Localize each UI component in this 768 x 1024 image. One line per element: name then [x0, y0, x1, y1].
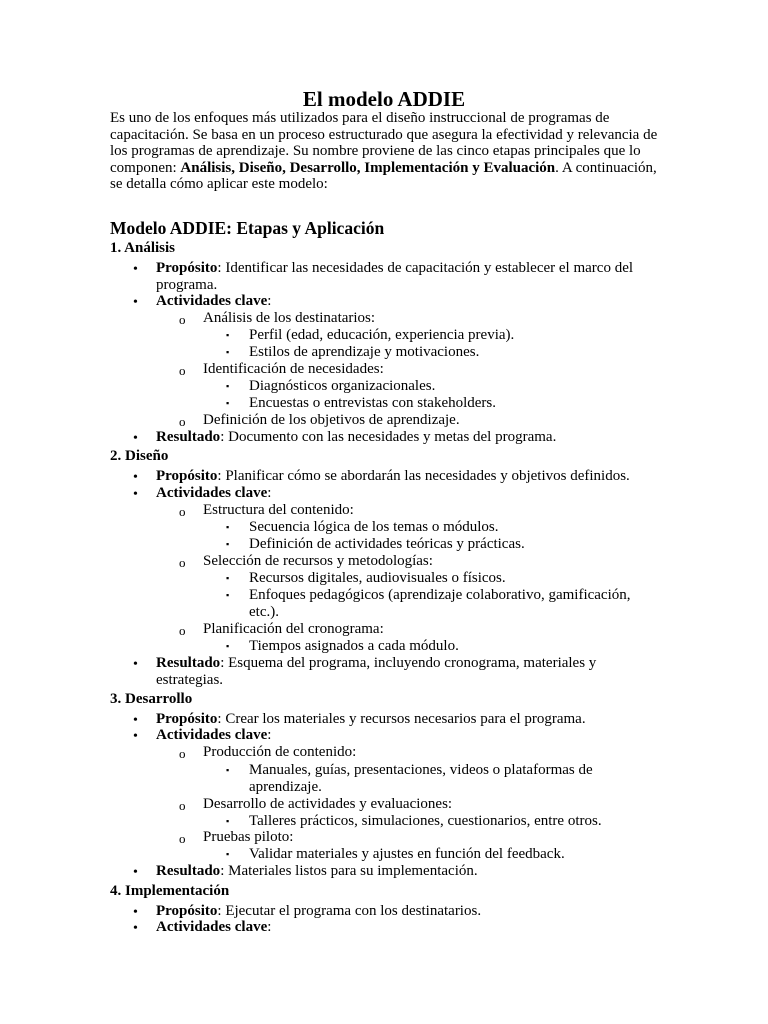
- label-proposito: Propósito: [156, 468, 218, 484]
- bullet-marker: •: [133, 905, 138, 920]
- diseno-sub2-item1: Recursos digitales, audiovisuales o físicos.: [249, 570, 506, 586]
- heading-desarrollo: 3. Desarrollo: [110, 691, 193, 707]
- square-marker: ▪: [226, 539, 230, 549]
- analisis-resultado: [156, 429, 556, 446]
- square-marker: ▪: [226, 573, 230, 583]
- analisis-resultado-text: : Documento con las necesidades y metas del programa.: [220, 429, 557, 445]
- analisis-proposito-text: : Identificar las necesidades de capacitación y establecer el marco del: [217, 260, 634, 276]
- document-title: El modelo ADDIE: [302, 87, 466, 111]
- diseno-resultado-cont: estrategias.: [156, 672, 224, 688]
- circle-marker: o: [179, 746, 186, 761]
- square-marker: ▪: [226, 347, 230, 357]
- section-subtitle: Modelo ADDIE: Etapas y Aplicación: [110, 218, 385, 238]
- square-marker: ▪: [226, 522, 230, 532]
- intro-stages-bold: Análisis, Diseño, Desarrollo, Implementación y Evaluación: [180, 159, 556, 176]
- desarrollo-sub3: Pruebas piloto:: [203, 829, 294, 845]
- analisis-proposito: [156, 260, 633, 277]
- label-proposito: Propósito: [156, 260, 218, 276]
- circle-marker: o: [179, 312, 186, 327]
- analisis-sub2-item1: Diagnósticos organizacionales.: [249, 378, 436, 394]
- intro-text-end: . A continuación, se detalla cómo aplicar este modelo:: [110, 159, 657, 193]
- bullet-marker: •: [133, 470, 138, 485]
- diseno-sub1: Estructura del contenido:: [203, 502, 354, 518]
- circle-marker: o: [179, 414, 186, 429]
- circle-marker: o: [179, 363, 186, 378]
- heading-diseno: 2. Diseño: [110, 448, 169, 464]
- square-marker: ▪: [226, 765, 230, 775]
- circle-marker: o: [179, 798, 186, 813]
- bullet-marker: •: [133, 295, 138, 310]
- desarrollo-proposito: [156, 711, 586, 728]
- diseno-proposito: [156, 468, 630, 485]
- square-marker: ▪: [226, 816, 230, 826]
- analisis-sub1: Análisis de los destinatarios:: [203, 310, 376, 326]
- label-proposito: Propósito: [156, 903, 218, 919]
- desarrollo-sub1: Producción de contenido:: [203, 744, 357, 760]
- colon: :: [267, 485, 272, 501]
- implementacion-proposito: [156, 903, 481, 920]
- desarrollo-sub3-item1: Validar materiales y ajustes en función del feedback.: [249, 846, 565, 862]
- colon: :: [267, 293, 272, 309]
- desarrollo-sub1-item1: Manuales, guías, presentaciones, videos o plataformas de: [249, 762, 593, 778]
- diseno-resultado: [156, 655, 596, 672]
- analisis-sub2: Identificación de necesidades:: [203, 361, 384, 377]
- bullet-marker: •: [133, 865, 138, 880]
- diseno-sub2: Selección de recursos y metodologías:: [203, 553, 433, 569]
- analisis-sub2-item2: Encuestas o entrevistas con stakeholders.: [249, 395, 497, 411]
- label-resultado: Resultado: [156, 863, 221, 879]
- bullet-marker: •: [133, 921, 138, 936]
- diseno-proposito-text: : Planificar cómo se abordarán las necesidades y objetivos definidos.: [217, 468, 630, 484]
- label-actividades: Actividades clave: [156, 485, 268, 501]
- colon: :: [267, 727, 272, 743]
- desarrollo-sub1-item1-cont: aprendizaje.: [249, 779, 322, 795]
- desarrollo-sub2-item1: Talleres prácticos, simulaciones, cuestionarios, entre otros.: [249, 813, 602, 829]
- circle-marker: o: [179, 504, 186, 519]
- intro-paragraph: [110, 110, 665, 193]
- label-proposito: Propósito: [156, 711, 218, 727]
- bullet-marker: •: [133, 487, 138, 502]
- colon: :: [267, 919, 272, 935]
- analisis-sub3: Definición de los objetivos de aprendizaje.: [203, 412, 460, 428]
- heading-implementacion: 4. Implementación: [110, 883, 230, 899]
- label-actividades: Actividades clave: [156, 293, 268, 309]
- square-marker: ▪: [226, 381, 230, 391]
- circle-marker: o: [179, 623, 186, 638]
- label-resultado: Resultado: [156, 429, 221, 445]
- desarrollo-sub2: Desarrollo de actividades y evaluaciones:: [203, 796, 453, 812]
- desarrollo-resultado-text: : Materiales listos para su implementación.: [220, 863, 478, 879]
- square-marker: ▪: [226, 641, 230, 651]
- desarrollo-proposito-text: : Crear los materiales y recursos necesarios para el programa.: [217, 711, 586, 727]
- diseno-resultado-text: : Esquema del programa, incluyendo cronograma, materiales y: [220, 655, 597, 671]
- diseno-sub1-item1: Secuencia lógica de los temas o módulos.: [249, 519, 499, 535]
- analisis-actividades: [156, 293, 271, 310]
- heading-analisis: 1. Análisis: [110, 240, 176, 256]
- diseno-sub3-item1: Tiempos asignados a cada módulo.: [249, 638, 459, 654]
- circle-marker: o: [179, 555, 186, 570]
- square-marker: ▪: [226, 330, 230, 340]
- analisis-sub1-item1: Perfil (edad, educación, experiencia previa).: [249, 327, 515, 343]
- implementacion-actividades: [156, 919, 271, 936]
- square-marker: ▪: [226, 849, 230, 859]
- square-marker: ▪: [226, 398, 230, 408]
- bullet-marker: •: [133, 657, 138, 672]
- diseno-sub3: Planificación del cronograma:: [203, 621, 384, 637]
- analisis-sub1-item2: Estilos de aprendizaje y motivaciones.: [249, 344, 480, 360]
- intro-text-start: Es uno de los enfoques más utilizados para el diseño instruccional de programas de capacitación. Se basa en un proceso estructurado que asegura la efectividad y relevancia de los programas de aprendizaje. Su nombre proviene de las cinco etapas principales que lo componen:: [110, 110, 658, 176]
- desarrollo-resultado: [156, 863, 478, 880]
- label-actividades: Actividades clave: [156, 919, 268, 935]
- implementacion-proposito-text: : Ejecutar el programa con los destinatarios.: [217, 903, 482, 919]
- label-resultado: Resultado: [156, 655, 221, 671]
- diseno-sub1-item2: Definición de actividades teóricas y prácticas.: [249, 536, 525, 552]
- analisis-proposito-cont: programa.: [156, 277, 218, 293]
- desarrollo-actividades: [156, 727, 271, 744]
- diseno-actividades: [156, 485, 271, 502]
- bullet-marker: •: [133, 729, 138, 744]
- label-actividades: Actividades clave: [156, 727, 268, 743]
- circle-marker: o: [179, 831, 186, 846]
- square-marker: ▪: [226, 590, 230, 600]
- bullet-marker: •: [133, 262, 138, 277]
- diseno-sub2-item2: Enfoques pedagógicos (aprendizaje colaborativo, gamificación,: [249, 587, 631, 603]
- bullet-marker: •: [133, 713, 138, 728]
- bullet-marker: •: [133, 431, 138, 446]
- diseno-sub2-item2-cont: etc.).: [249, 604, 279, 620]
